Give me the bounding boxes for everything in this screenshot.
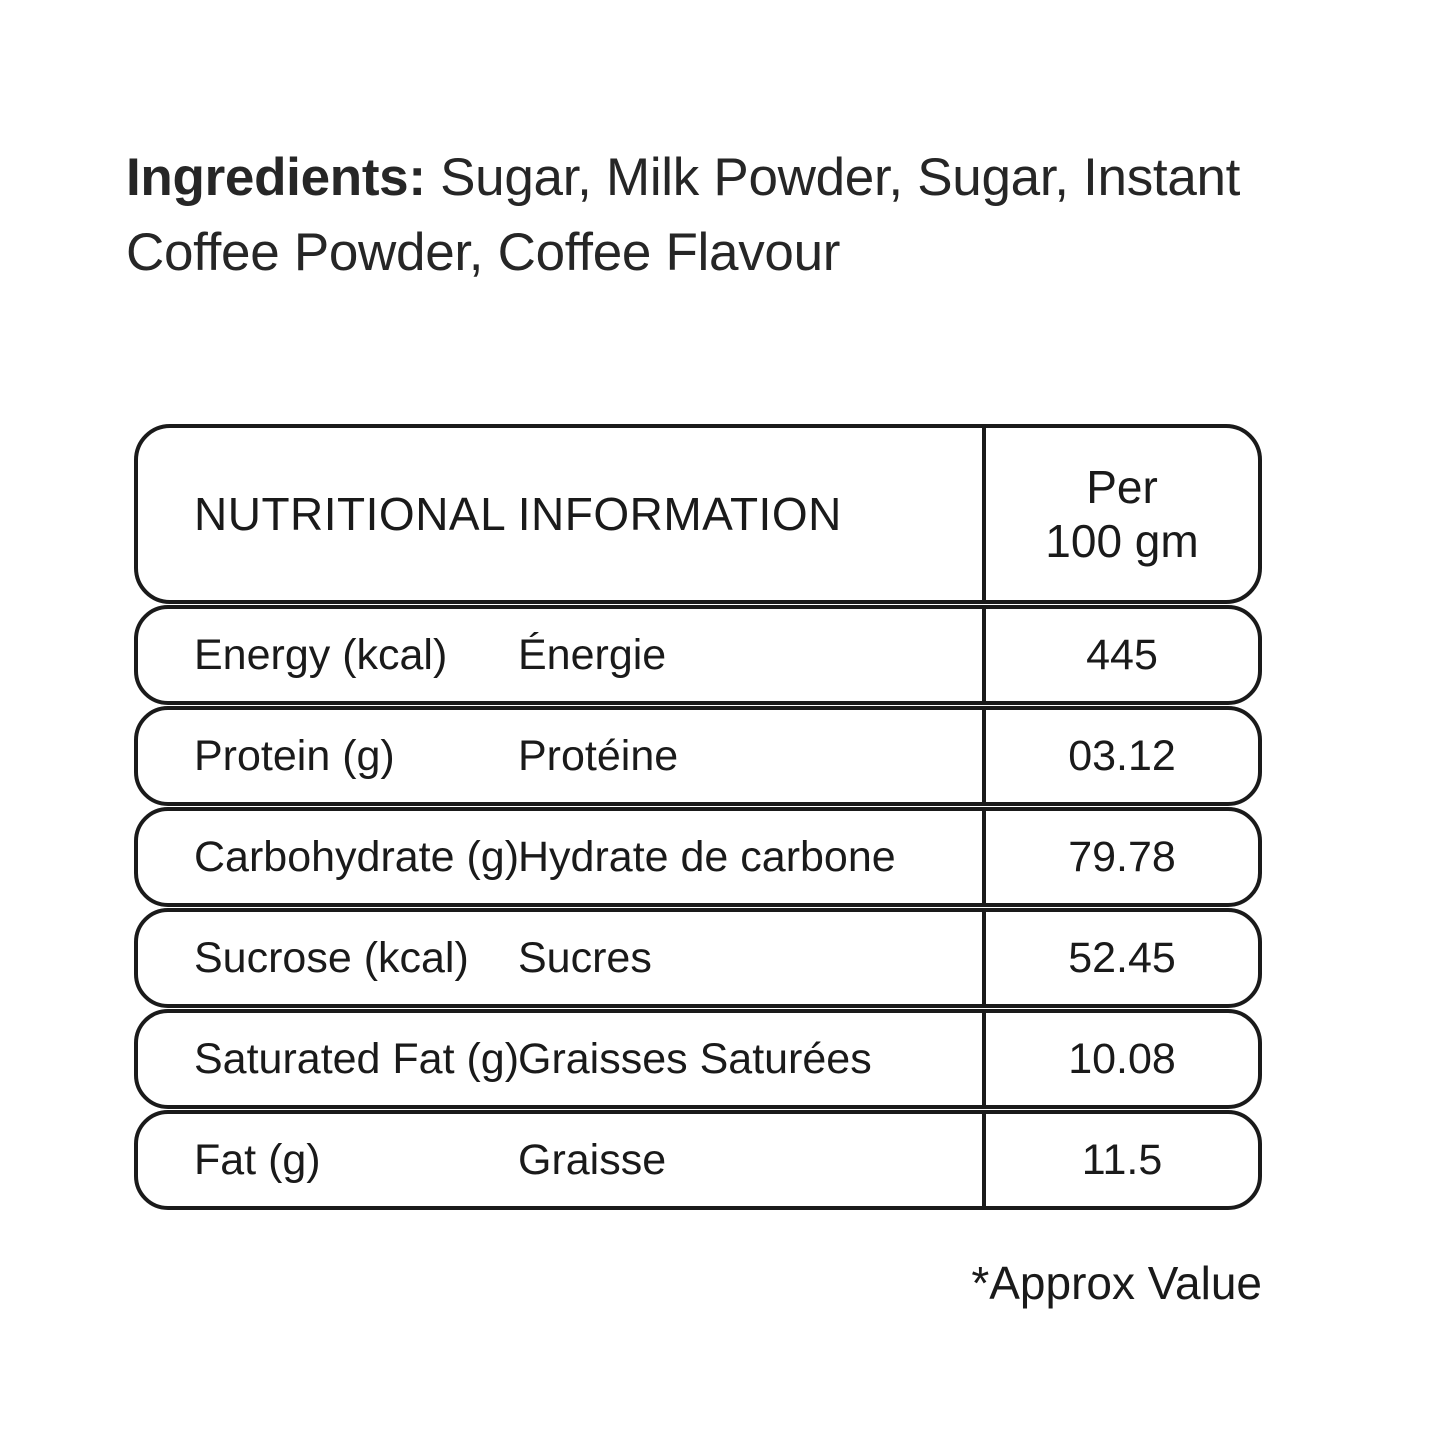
table-row bbox=[134, 1110, 1262, 1210]
nutrient-name: Fat (g) bbox=[194, 1135, 321, 1184]
nutrient-name: Sucrose (kcal) bbox=[194, 933, 469, 982]
table-row bbox=[134, 706, 1262, 806]
nutrient-name: Carbohydrate (g) bbox=[194, 832, 520, 881]
approx-value-note: *Approx Value bbox=[971, 1257, 1262, 1309]
nutrient-name-fr: Énergie bbox=[518, 630, 667, 679]
nutrient-value: 03.12 bbox=[982, 710, 1258, 802]
nutrient-value: 10.08 bbox=[982, 1013, 1258, 1105]
ingredients-label: Ingredients: bbox=[126, 148, 426, 207]
nutrient-name: Protein (g) bbox=[194, 731, 395, 780]
nutrient-value: 52.45 bbox=[982, 912, 1258, 1004]
nutrient-value: 445 bbox=[982, 609, 1258, 701]
value-header-line1: Per bbox=[1086, 460, 1158, 513]
nutrient-value: 79.78 bbox=[982, 811, 1258, 903]
table-row bbox=[134, 908, 1262, 1008]
nutrient-name-fr: Graisses Saturées bbox=[518, 1034, 872, 1083]
nutrient-name-fr: Hydrate de carbone bbox=[518, 832, 896, 881]
nutrient-name-fr: Protéine bbox=[518, 731, 679, 780]
nutrient-name: Energy (kcal) bbox=[194, 630, 448, 679]
ingredients-text: Sugar, Milk Powder, Sugar, Instant Coffee Powder, Coffee Flavour bbox=[126, 148, 1241, 283]
nutrition-table bbox=[134, 424, 1262, 1211]
value-header-line2: 100 gm bbox=[1045, 515, 1199, 567]
table-row bbox=[134, 1009, 1262, 1109]
nutrient-value: 11.5 bbox=[982, 1114, 1258, 1206]
table-title: NUTRITIONAL INFORMATION bbox=[194, 488, 842, 540]
table-row bbox=[134, 807, 1262, 907]
nutrient-name-fr: Sucres bbox=[518, 933, 652, 982]
nutrient-name: Saturated Fat (g) bbox=[194, 1034, 520, 1083]
table-row bbox=[134, 605, 1262, 705]
table-value-header bbox=[982, 428, 1258, 600]
ingredients-paragraph bbox=[126, 140, 1336, 291]
nutrient-name-fr: Graisse bbox=[518, 1135, 667, 1184]
table-header-row bbox=[134, 424, 1262, 604]
